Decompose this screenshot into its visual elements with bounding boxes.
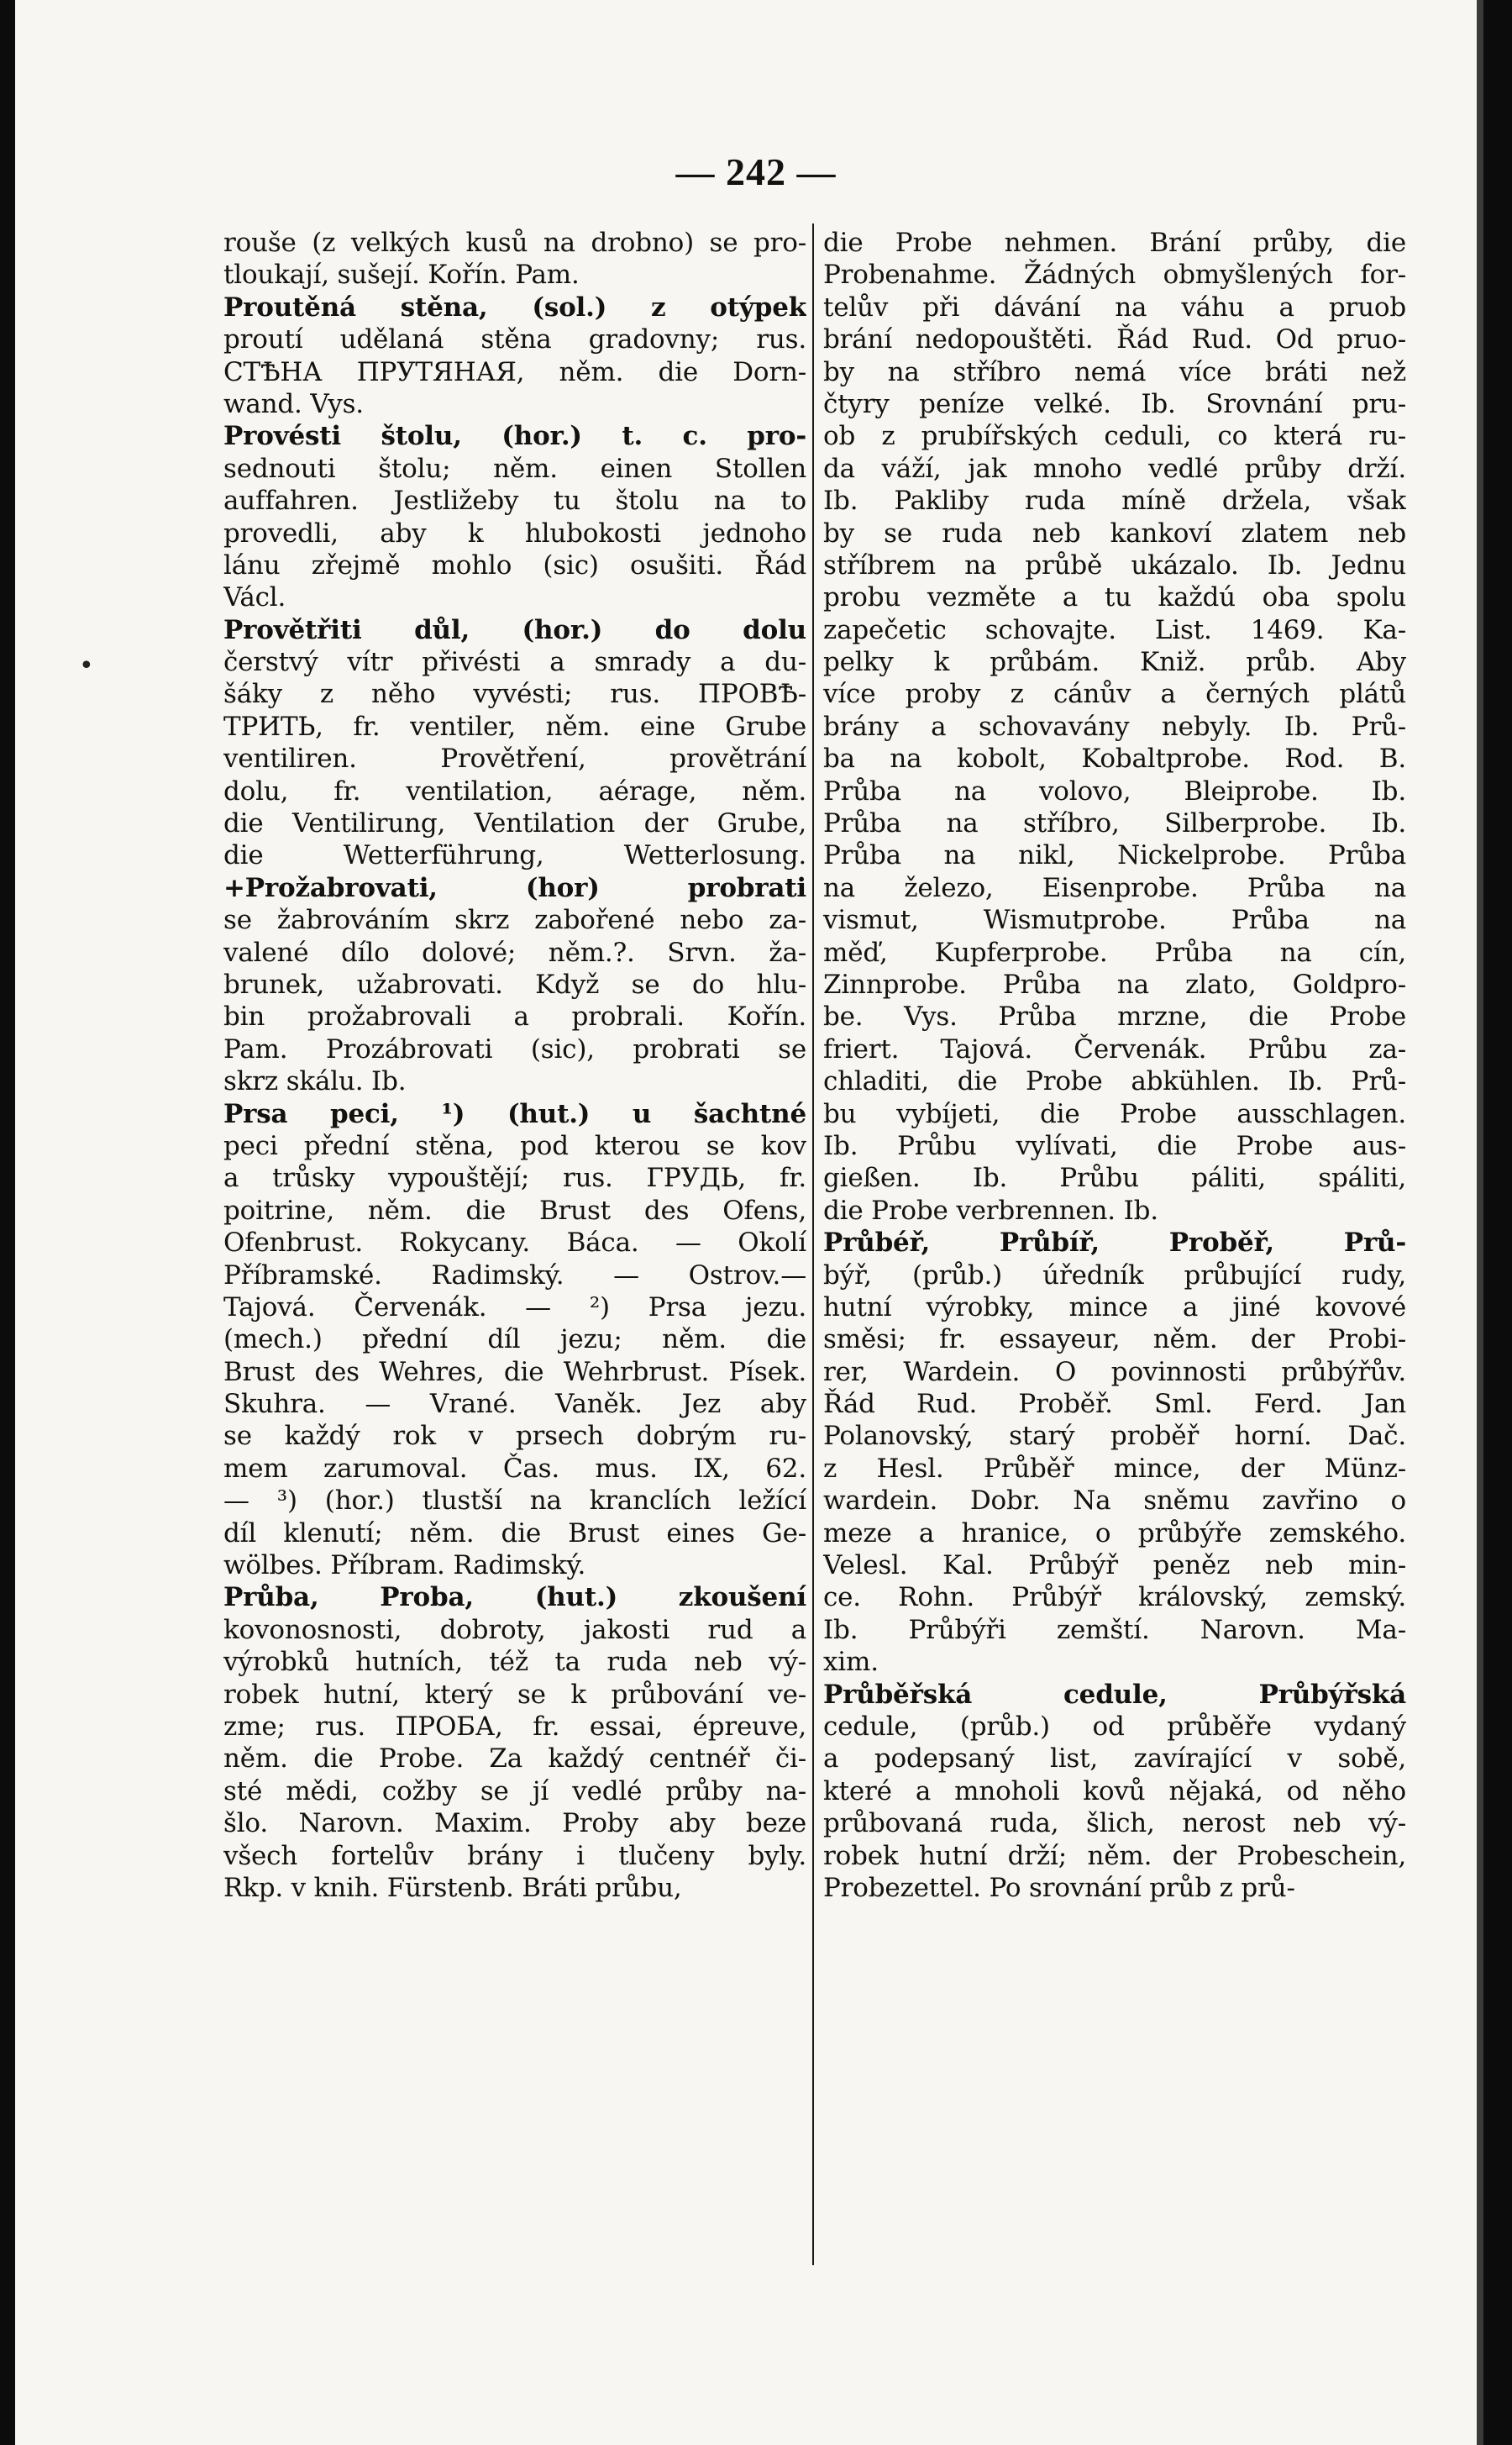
left-column-line: +Prožabrovati, (hor) probrati: [223, 872, 806, 903]
right-column-line: více proby z cánův a černých plátů: [823, 679, 1406, 710]
right-column-line: gießen. Ib. Průbu páliti, spáliti,: [823, 1163, 1406, 1194]
left-column-line: kovonosnosti, dobroty, jakosti rud a: [223, 1614, 806, 1645]
left-column-line: rouše (z velkých kusů na drobno) se pro-: [223, 228, 806, 258]
left-column-line: a trůsky vypouštějí; rus. ГРУДЬ, fr.: [223, 1163, 806, 1194]
left-column-line: ventiliren. Provětření, provětrání: [223, 744, 806, 775]
left-column-line: Prsa peci, ¹) (hut.) u šachtné: [223, 1098, 806, 1129]
left-column-line: se každý rok v prsech dobrým ru-: [223, 1421, 806, 1452]
left-column-line: Příbramské. Radimský. — Ostrov.—: [223, 1259, 806, 1291]
left-column-line: Václ.: [223, 582, 286, 613]
right-column-line: meze a hranice, o průbýře zemského.: [823, 1517, 1406, 1548]
left-column-line: die Wetterführung, Wetterlosung.: [223, 840, 806, 871]
left-column-line: valené dílo dolové; něm.?. Srvn. ža-: [223, 937, 806, 968]
right-column-line: xim.: [823, 1647, 879, 1678]
right-column-line: Zinnprobe. Průba na zlato, Goldpro-: [823, 969, 1406, 1000]
left-column-line: mem zarumoval. Čas. mus. IX, 62.: [223, 1453, 806, 1484]
left-column-line: něm. die Probe. Za každý centnéř či-: [223, 1743, 806, 1775]
left-column-line: Skuhra. — Vrané. Vaněk. Jez aby: [223, 1389, 806, 1420]
left-column-line: čerstvý vítr přivésti a smrady a du-: [223, 647, 806, 678]
right-column-line: měď, Kupferprobe. Průba na cín,: [823, 937, 1406, 968]
right-column-line: da váží, jak mnoho vedlé průby drží.: [823, 453, 1406, 484]
right-column-line: chladiti, die Probe abkühlen. Ib. Prů-: [823, 1066, 1406, 1097]
right-column-line: hutní výrobky, mince a jiné kovové: [823, 1291, 1406, 1322]
right-column-line: ba na kobolt, Kobaltprobe. Rod. B.: [823, 744, 1406, 775]
right-column-line: Polanovský, starý proběř horní. Dač.: [823, 1421, 1406, 1452]
right-column-line: Průba na volovo, Bleiprobe. Ib.: [823, 776, 1406, 807]
right-column-line: Ib. Průbýři zemští. Narovn. Ma-: [823, 1614, 1406, 1645]
left-column-line: sednouti štolu; něm. einen Stollen: [223, 453, 806, 484]
right-column-line: býř, (průb.) úředník průbující rudy,: [823, 1259, 1406, 1291]
left-column-line: Tajová. Červenák. — ²) Prsa jezu.: [223, 1291, 806, 1322]
right-column-line: probu vezměte a tu každú oba spolu: [823, 582, 1406, 613]
scan-edge-left: [0, 0, 15, 2445]
left-column-line: Brust des Wehres, die Wehrbrust. Písek.: [223, 1356, 806, 1387]
right-column: [823, 227, 1406, 2260]
right-column-line: vismut, Wismutprobe. Průba na: [823, 905, 1406, 936]
left-column-line: auffahren. Jestližeby tu štolu na to: [223, 486, 806, 517]
right-column-line: Ib. Pakliby ruda míně držela, však: [823, 486, 1406, 517]
left-column-line: wand. Vys.: [223, 388, 364, 419]
right-column-line: Řád Rud. Proběř. Sml. Ferd. Jan: [823, 1389, 1406, 1420]
right-column-line: pelky k průbám. Kniž. průb. Aby: [823, 647, 1406, 678]
left-column-line: sté mědi, cožby se jí vedlé průby na-: [223, 1775, 806, 1806]
right-column-line: které a mnoholi kovů nějaká, od něho: [823, 1775, 1406, 1806]
left-column-line: tloukají, sušejí. Kořín. Pam.: [223, 260, 580, 291]
column-divider: [812, 223, 814, 2265]
right-column-line: Průběřská cedule, Průbýřská: [823, 1679, 1406, 1710]
right-column-line: by se ruda neb kankoví zlatem neb: [823, 518, 1406, 549]
left-column-line: robek hutní, který se k průbování ve-: [223, 1679, 806, 1710]
right-column-line: průbovaná ruda, šlich, nerost neb vý-: [823, 1808, 1406, 1839]
left-column-line: výrobků hutních, též ta ruda neb vý-: [223, 1647, 806, 1678]
right-column-line: die Probe nehmen. Brání průby, die: [823, 228, 1406, 258]
left-column-line: ТРИТЬ, fr. ventiler, něm. eine Grube: [223, 711, 806, 742]
right-column-line: cedule, (průb.) od průběře vydaný: [823, 1711, 1406, 1742]
right-column-line: na železo, Eisenprobe. Průba na: [823, 872, 1406, 903]
left-column-line: skrz skálu. Ib.: [223, 1066, 407, 1097]
right-column-line: z Hesl. Průběř mince, der Münz-: [823, 1453, 1406, 1484]
right-column-line: ce. Rohn. Průbýř královský, zemský.: [823, 1582, 1406, 1613]
right-column-line: rer, Wardein. O povinnosti průbýřův.: [823, 1356, 1406, 1387]
left-column-line: (mech.) přední díl jezu; něm. die: [223, 1324, 806, 1355]
right-column-line: by na stříbro nemá více bráti než: [823, 356, 1406, 387]
right-column-line: Průba na stříbro, Silberprobe. Ib.: [823, 808, 1406, 839]
left-column-line: Rkp. v knih. Fürstenb. Bráti průbu,: [223, 1872, 682, 1903]
right-column-line: Probenahme. Žádných obmyšlených for-: [823, 260, 1406, 291]
left-column-line: wölbes. Příbram. Radimský.: [223, 1550, 586, 1581]
right-column-line: Průba na nikl, Nickelprobe. Průba: [823, 840, 1406, 871]
left-column-line: šáky z něho vyvésti; rus. ПРОВѢ-: [223, 679, 806, 710]
left-column-line: bin prožabrovali a probrali. Kořín.: [223, 1002, 806, 1033]
left-column-line: brunek, užabrovati. Když se do hlu-: [223, 969, 806, 1000]
right-column-line: bu vybíjeti, die Probe ausschlagen.: [823, 1098, 1406, 1129]
right-column-line: friert. Tajová. Červenák. Průbu za-: [823, 1033, 1406, 1065]
scan-edge-right-shadow: [1477, 0, 1483, 2445]
left-column-line: poitrine, něm. die Brust des Ofens,: [223, 1195, 806, 1226]
left-column-line: Průba, Proba, (hut.) zkoušení: [223, 1582, 806, 1613]
left-column-line: — ³) (hor.) tlustší na kranclích ležící: [223, 1485, 806, 1517]
right-column-line: Průbéř, Průbíř, Proběř, Prů-: [823, 1228, 1406, 1259]
left-column-line: Proutěná stěna, (sol.) z otýpek: [223, 292, 806, 323]
left-column-line: Provésti štolu, (hor.) t. c. pro-: [223, 421, 806, 452]
right-column-line: směsi; fr. essayeur, něm. der Probi-: [823, 1324, 1406, 1355]
right-column-line: brání nedopouštěti. Řád Rud. Od pruo-: [823, 324, 1406, 355]
page-number: — 242 —: [675, 150, 837, 193]
left-column-line: Provětřiti důl, (hor.) do dolu: [223, 614, 806, 645]
right-column-line: Ib. Průbu vylívati, die Probe aus-: [823, 1130, 1406, 1161]
right-column-line: čtyry peníze velké. Ib. Srovnání pru-: [823, 388, 1406, 419]
right-column-line: brány a schovavány nebyly. Ib. Prů-: [823, 711, 1406, 742]
left-column-line: peci přední stěna, pod kterou se kov: [223, 1130, 806, 1161]
left-column: [223, 227, 806, 2260]
right-column-line: stříbrem na průbě ukázalo. Ib. Jednu: [823, 549, 1406, 581]
right-column-line: be. Vys. Průba mrzne, die Probe: [823, 1002, 1406, 1033]
right-column-line: robek hutní drží; něm. der Probeschein,: [823, 1840, 1406, 1871]
left-column-line: Ofenbrust. Rokycany. Báca. — Okolí: [223, 1228, 806, 1259]
right-column-line: die Probe verbrennen. Ib.: [823, 1195, 1158, 1226]
left-column-line: díl klenutí; něm. die Brust eines Ge-: [223, 1517, 806, 1548]
right-column-line: Velesl. Kal. Průbýř peněz neb min-: [823, 1550, 1406, 1581]
left-column-line: provedli, aby k hlubokosti jednoho: [223, 518, 806, 549]
right-column-line: a podepsaný list, zavírající v sobě,: [823, 1743, 1406, 1775]
left-column-line: lánu zřejmě mohlo (sic) osušiti. Řád: [223, 549, 806, 581]
left-column-line: die Ventilirung, Ventilation der Grube,: [223, 808, 806, 839]
left-column-line: šlo. Narovn. Maxim. Proby aby beze: [223, 1808, 806, 1839]
left-column-line: všech fortelův brány i tlučeny byly.: [223, 1840, 806, 1871]
left-column-line: dolu, fr. ventilation, aérage, něm.: [223, 776, 806, 807]
right-column-line: ob z prubířských ceduli, co která ru-: [823, 421, 1406, 452]
right-column-line: Probezettel. Po srovnání průb z prů-: [823, 1872, 1295, 1903]
left-column-line: zme; rus. ПРОБА, fr. essai, épreuve,: [223, 1711, 806, 1742]
left-column-line: Pam. Prozábrovati (sic), probrati se: [223, 1033, 806, 1065]
left-column-line: se žabrováním skrz zabořené nebo za-: [223, 905, 806, 936]
right-column-line: zapečetic schovajte. List. 1469. Ka-: [823, 614, 1406, 645]
right-column-line: telův při dávání na váhu a pruob: [823, 292, 1406, 323]
left-column-line: СТѢНА ПРУТЯНАЯ, něm. die Dorn-: [223, 356, 806, 387]
left-column-line: proutí udělaná stěna gradovny; rus.: [223, 324, 806, 355]
right-column-line: wardein. Dobr. Na sněmu zavřino o: [823, 1485, 1406, 1517]
scan-edge-right: [1483, 0, 1512, 2445]
stray-mark: •: [79, 651, 94, 681]
